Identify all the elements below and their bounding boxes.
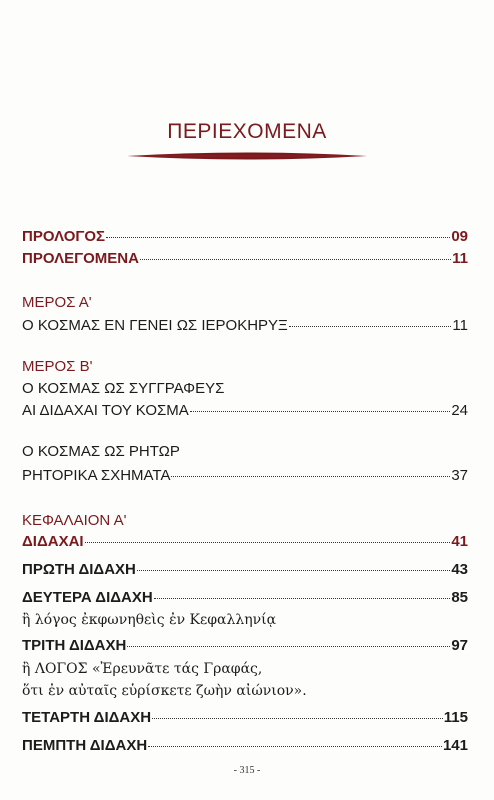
toc-entry-first-teaching[interactable] [22,561,468,579]
toc-page-number: 141 [442,737,468,754]
leader-dots [148,746,442,747]
toc-subheading-writer: Ο ΚΟΣΜΑΣ ΩΣ ΣΥΓΓΡΑΦΕΥΣ [22,380,225,397]
toc-page-number: 11 [452,317,468,334]
toc-entry-label: ΤΡΙΤΗ ΔΙΔΑΧΗ [22,637,127,654]
toc-entry-label: ΠΡΟΛΟΓΟΣ [22,228,106,245]
leader-dots [137,570,450,571]
section-heading-part-a: ΜΕΡΟΣ Α' [22,294,92,311]
toc-entry-label: ΡΗΤΟΡΙΚΑ ΣΧΗΜΑΤΑ [22,467,171,484]
toc-entry-third-teaching[interactable] [22,637,468,655]
leader-dots [171,476,450,477]
toc-page-number: 11 [452,250,468,267]
table-of-contents [22,0,468,800]
toc-entry-kosmas-preacher[interactable] [22,317,468,335]
toc-entry-label: ΠΡΩΤΗ ΔΙΔΑΧΗ [22,561,136,578]
leader-dots [85,542,451,543]
toc-entry-fifth-teaching[interactable] [22,737,468,755]
toc-entry-teachings-of-kosmas[interactable] [22,402,468,420]
leader-dots [127,646,450,647]
toc-entry-fourth-teaching[interactable] [22,709,468,727]
toc-page-number: 115 [443,709,468,726]
toc-page-number: 97 [451,637,468,654]
toc-entry-rhetorical-figures[interactable] [22,467,468,485]
toc-entry-label: ΔΕΥΤΕΡΑ ΔΙΔΑΧΗ [22,589,153,606]
page-title: ΠΕΡΙΕΧΟΜΕΝΑ [167,120,327,143]
toc-page-number: 37 [451,467,468,484]
toc-page-number: 43 [451,561,468,578]
toc-subheading-orator: Ο ΚΟΣΜΑΣ ΩΣ ΡΗΤΩΡ [22,443,180,460]
toc-entry-prolegomena[interactable] [22,250,468,268]
toc-page-number: 41 [451,533,468,550]
leader-dots [140,259,451,260]
section-heading-chapter-a: ΚΕΦΑΛΑΙΟΝ Α' [22,512,127,529]
leader-dots [190,411,451,412]
toc-page-number: 24 [451,402,468,419]
leader-dots [152,718,443,719]
toc-page-number: 85 [451,589,468,606]
leader-dots [289,326,452,327]
toc-entry-label: ΤΕΤΑΡΤΗ ΔΙΔΑΧΗ [22,709,152,726]
toc-entry-label: ΠΕΜΠΤΗ ΔΙΔΑΧΗ [22,737,148,754]
toc-entry-subtitle: ἢ ΛΟΓΟΣ «Ἐρευνᾶτε τάς Γραφάς, [22,661,263,677]
toc-entry-subtitle: ὅτι ἐν αὐταῖς εὑρίσκετε ζωὴν αἰώνιον». [22,683,307,699]
toc-entry-label: ΔΙΔΑΧΑΙ [22,533,84,550]
toc-entry-second-teaching[interactable] [22,589,468,607]
page-number-footer: - 315 - [233,765,261,776]
leader-dots [106,237,450,238]
section-heading-part-b: ΜΕΡΟΣ Β' [22,358,93,375]
toc-entry-subtitle: ἢ λόγος ἐκφωνηθεὶς ἐν Κεφαλληνίᾳ [22,612,277,628]
toc-entry-label: ΑΙ ΔΙΔΑΧΑΙ ΤΟΥ ΚΟΣΜΑ [22,402,189,419]
toc-page-number: 09 [451,228,468,245]
toc-entry-prologue[interactable] [22,228,468,246]
leader-dots [154,598,451,599]
toc-entry-label: Ο ΚΟΣΜΑΣ ΕΝ ΓΕΝΕΙ ΩΣ ΙΕΡΟΚΗΡΥΞ [22,317,288,334]
toc-entry-teachings[interactable] [22,533,468,551]
toc-entry-label: ΠΡΟΛΕΓΟΜΕΝΑ [22,250,139,267]
